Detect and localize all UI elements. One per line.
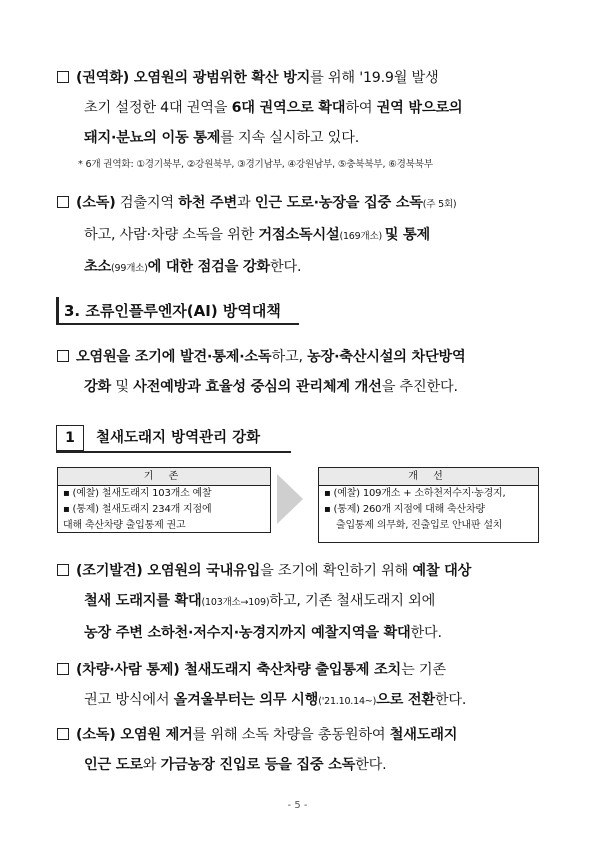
paragraph-disinfection-2 (57, 720, 537, 780)
arrow-right-icon (277, 474, 303, 524)
table-improved (318, 467, 539, 543)
line: (차량·사람 통제) 철새도래지 축산차량 출입통제 조치는 기존 (57, 655, 537, 685)
line: 하고, 사람·차량 소독을 위한 거점소독시설(169개소) 및 통제 (84, 227, 431, 243)
line: 인근 도로와 가금농장 진입로 등을 집중 소독한다. (84, 757, 387, 773)
subheading (56, 425, 291, 453)
line: (소독) 오염원 제거를 위해 소독 차량을 총동원하여 철새도래지 (57, 720, 537, 750)
section-title: 3. 조류인플루엔자(AI) 방역대책 (56, 297, 299, 325)
table-row: ▪ (예찰) 철새도래지 103개소 예찰 (63, 488, 212, 499)
line: 강화 및 사전예방과 효율성 중심의 관리체계 개선을 추진한다. (84, 379, 458, 395)
line: 권고 방식에서 올겨울부터는 의무 시행('21.10.14~)으로 전환한다. (84, 692, 467, 708)
checkbox-square-icon (57, 350, 69, 362)
page-number: - 5 - (287, 800, 308, 811)
subheading-title: 철새도래지 방역관리 강화 (96, 430, 261, 446)
line: (권역화) 오염원의 광범위한 확산 방지를 위해 '19.9월 발생 (57, 63, 537, 93)
subheading-number: 1 (56, 425, 84, 451)
line: 초기 설정한 4대 권역을 6대 권역으로 확대하여 권역 밖으로의 (84, 100, 463, 116)
checkbox-square-icon (57, 728, 69, 740)
table-row: 대해 축산차량 출입통제 권고 (63, 520, 186, 531)
line: 농장 주변 소하천·저수지·농경지까지 예찰지역을 확대한다. (84, 625, 442, 641)
table-row: 출입통제 의무화, 진출입로 안내판 설치 (336, 520, 503, 531)
paragraph-early-detection (57, 556, 537, 648)
line: 돼지·분뇨의 이동 통제를 지속 실시하고 있다. (84, 130, 360, 146)
line: 오염원을 조기에 발견·통제·소독하고, 농장·축산시설의 차단방역 (57, 342, 537, 372)
paragraph-vehicle-control (57, 655, 537, 717)
table-row: ▪ (통제) 260개 지점에 대해 축산차량 (324, 504, 485, 515)
table-header: 기 존 (58, 468, 270, 486)
table-existing (57, 467, 271, 533)
table-row: ▪ (예찰) 109개소 + 소하천저수지·농경지, (324, 488, 506, 499)
table-row: ▪ (통제) 철새도래지 234개 지점에 (63, 504, 212, 515)
checkbox-square-icon (57, 71, 69, 83)
checkbox-square-icon (57, 196, 69, 208)
checkbox-square-icon (57, 663, 69, 675)
line: 초소(99개소)에 대한 점검을 강화한다. (84, 259, 302, 275)
line: (소독) 검출지역 하천 주변과 인근 도로·농장을 집중 소독(주 5회) (57, 188, 537, 220)
line: (조기발견) 오염원의 국내유입을 조기에 확인하기 위해 예찰 대상 (57, 556, 537, 586)
line: 철새 도래지를 확대(103개소→109)하고, 기존 철새도래지 외에 (84, 593, 436, 609)
checkbox-square-icon (57, 564, 69, 576)
paragraph-zoning (57, 63, 537, 153)
paragraph-ai-overview (57, 342, 537, 402)
paragraph-disinfection (57, 188, 537, 284)
footnote: * 6개 권역화: ①경기북부, ②강원북부, ③경기남부, ④강원남부, ⑤충북북부, ⑥경북북부 (78, 159, 433, 170)
table-header: 개 선 (319, 468, 538, 486)
